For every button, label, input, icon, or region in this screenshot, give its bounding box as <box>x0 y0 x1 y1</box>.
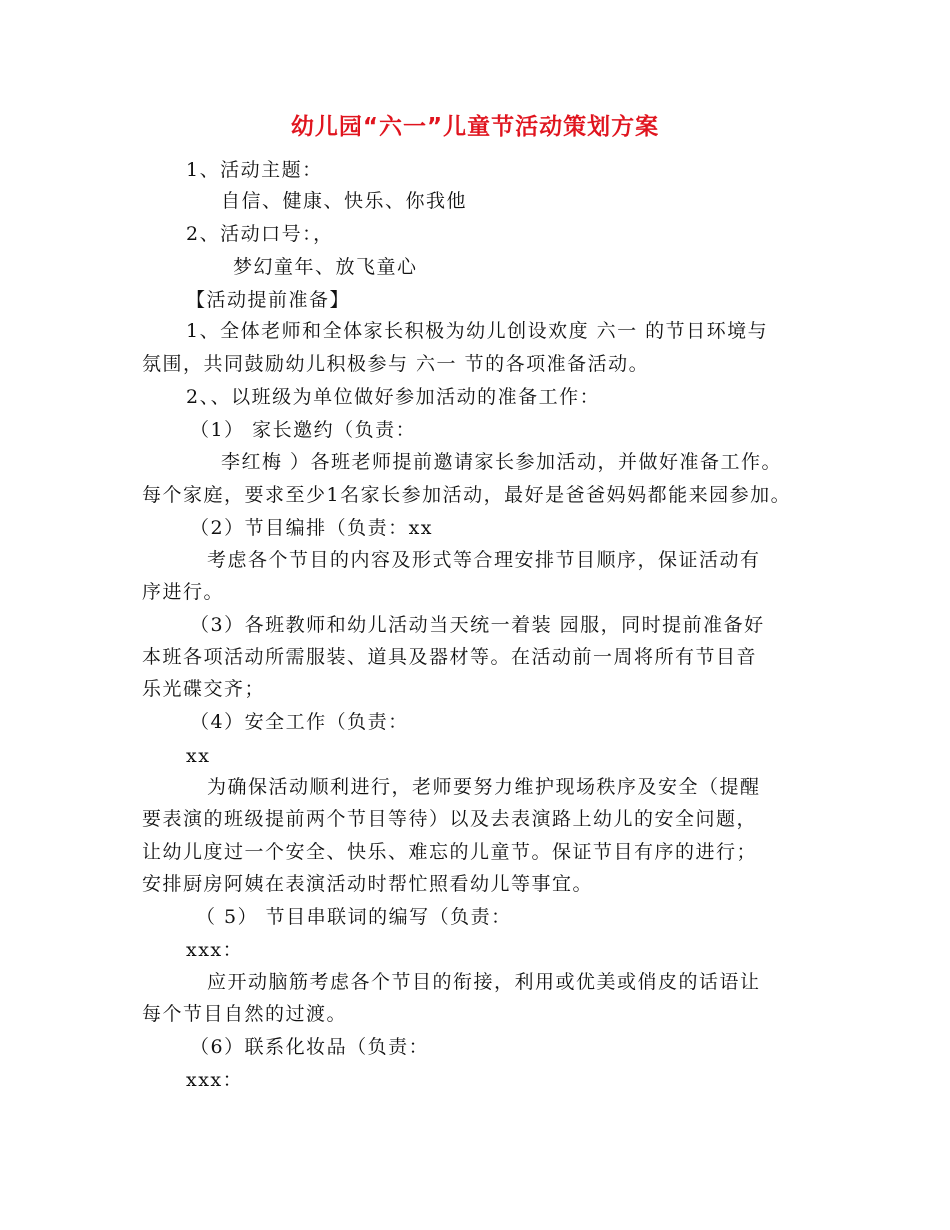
paragraph-line: 2、、以班级为单位做好参加活动的准备工作： <box>186 386 601 408</box>
paragraph-line: xxx： <box>186 939 244 961</box>
paragraph-line: 每个节目自然的过渡。 <box>142 1003 348 1025</box>
paragraph-line: 考虑各个节目的内容及形式等合理安排节目顺序，保证活动有 <box>207 549 761 571</box>
paragraph-line: 让幼儿度过一个安全、快乐、难忘的儿童节。保证节目有序的进行； <box>142 841 758 863</box>
paragraph-line: xxx： <box>186 1069 244 1091</box>
item-heading: （3）各班教师和幼儿活动当天统一着装 园服，同时提前准备好 <box>190 614 765 636</box>
paragraph-line: 乐光碟交齐； <box>142 678 266 700</box>
paragraph-line: 要表演的班级提前两个节目等待）以及去表演路上幼儿的安全问题， <box>142 808 758 830</box>
section-preparation-heading: 【活动提前准备】 <box>186 289 351 311</box>
paragraph-line: 1、全体老师和全体家长积极为幼儿创设欢度 六一 的节日环境与 <box>186 320 769 342</box>
section-slogan-heading: 2、活动口号：， <box>186 223 334 245</box>
item-heading: （4）安全工作（负责： <box>190 711 409 733</box>
section-theme-heading: 1、活动主题： <box>186 159 323 181</box>
paragraph-line: 为确保活动顺利进行，老师要努力维护现场秩序及安全（提醒 <box>207 776 761 798</box>
paragraph-line: 安排厨房阿姨在表演活动时帮忙照看幼儿等事宜。 <box>142 873 594 895</box>
document-title: 幼儿园“六一”儿童节活动策划方案 <box>290 114 660 140</box>
item-heading: （1） 家长邀约（负责： <box>190 419 417 441</box>
paragraph-line: 序进行。 <box>142 581 225 603</box>
slogan-text: 梦幻童年、放飞童心 <box>233 256 418 278</box>
paragraph-line: 本班各项活动所需服装、道具及器材等。在活动前一周将所有节目音 <box>142 646 758 668</box>
paragraph-line: 李红梅 ）各班老师提前邀请家长参加活动，并做好准备工作。 <box>221 451 783 473</box>
item-heading: （ 5） 节目串联词的编写（负责： <box>196 906 512 928</box>
item-heading: （6）联系化妆品（负责： <box>190 1036 430 1058</box>
theme-text: 自信、健康、快乐、你我他 <box>221 190 468 212</box>
paragraph-line: 氛围，共同鼓励幼儿积极参与 六一 节的各项准备活动。 <box>142 353 650 375</box>
paragraph-line: xx <box>186 745 211 767</box>
item-heading: （2）节目编排（负责：xx <box>190 517 434 539</box>
paragraph-line: 应开动脑筋考虑各个节目的衔接，利用或优美或俏皮的话语让 <box>207 971 761 993</box>
paragraph-line: 每个家庭，要求至少1名家长参加活动，最好是爸爸妈妈都能来园参加。 <box>142 484 792 506</box>
